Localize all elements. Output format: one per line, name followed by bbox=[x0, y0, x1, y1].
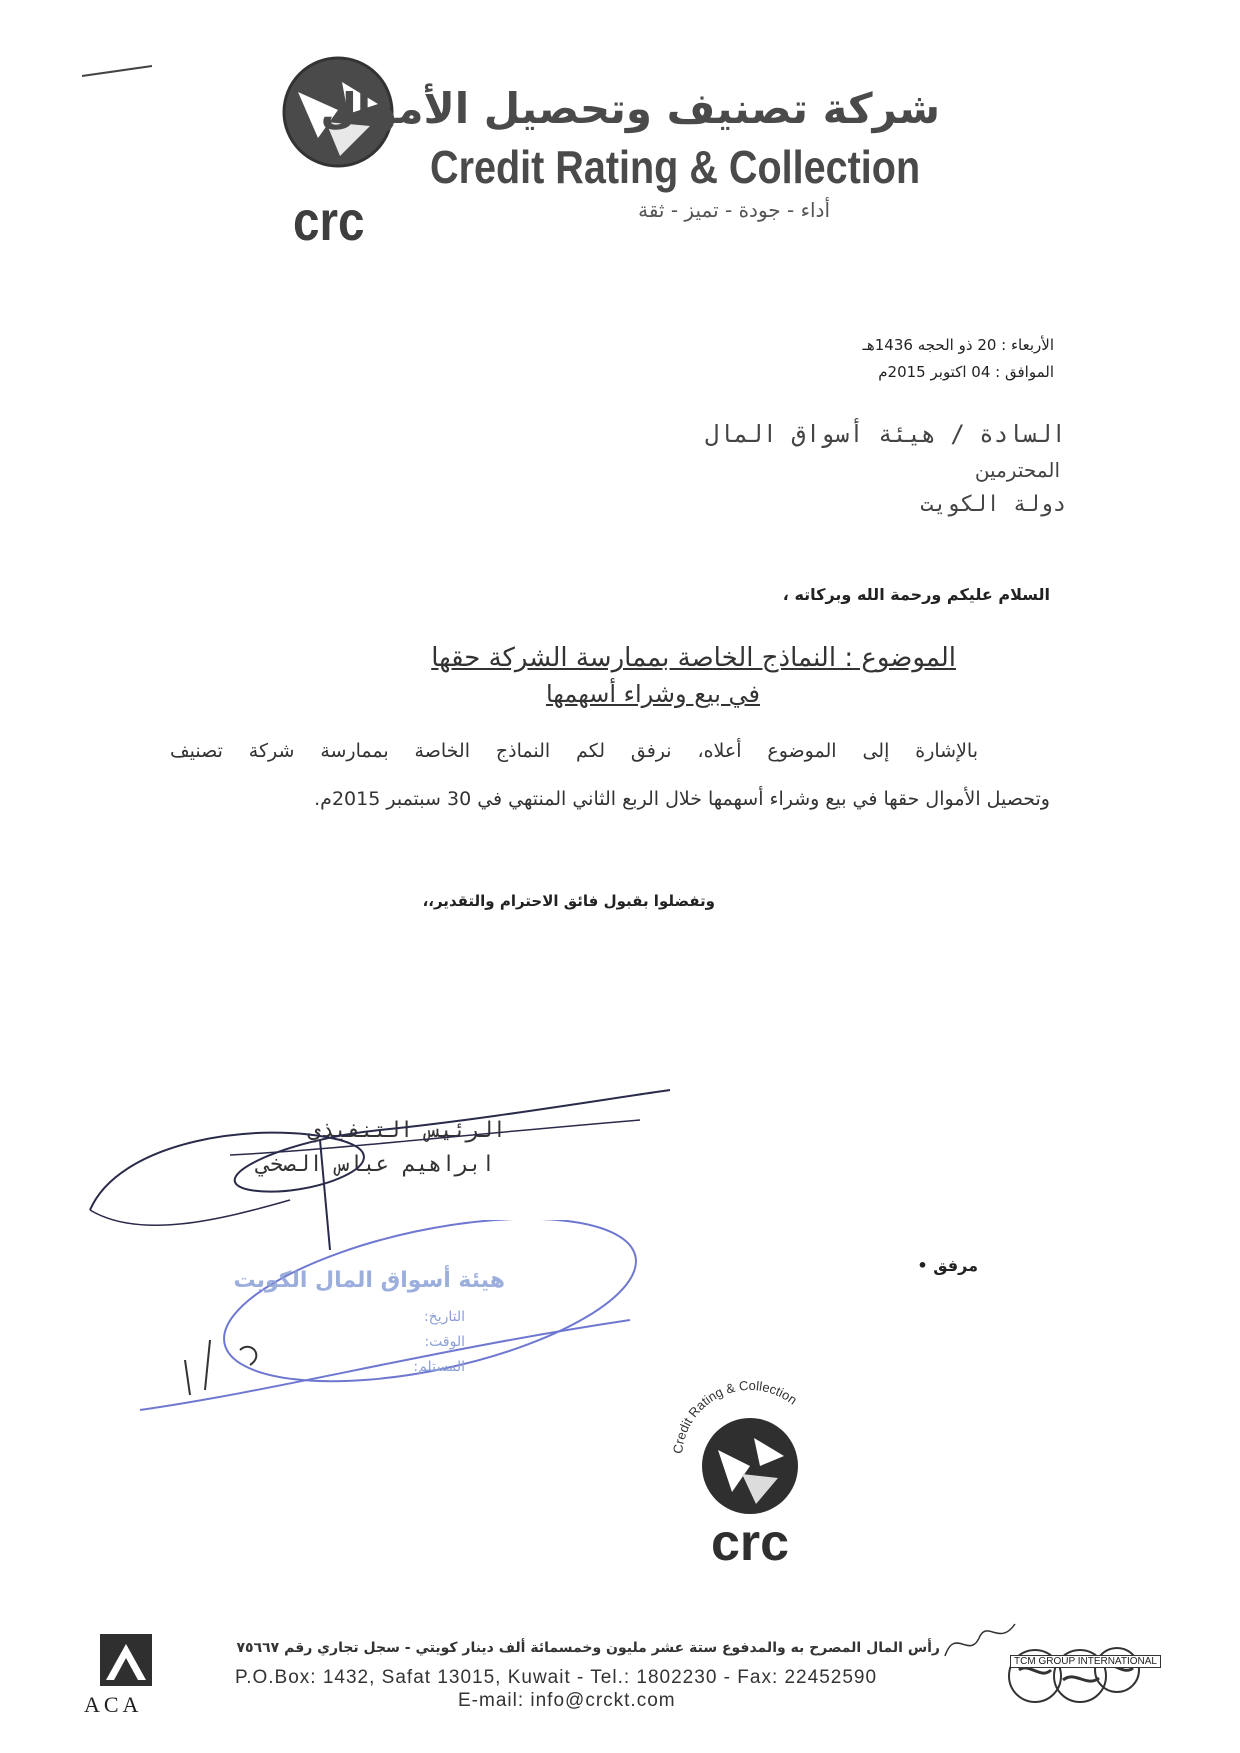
company-name-english: Credit Rating & Collection bbox=[430, 141, 921, 193]
tcm-group-label: TCM GROUP INTERNATIONAL bbox=[1010, 1655, 1161, 1668]
seal-ring-text: Credit Rating & Collection bbox=[670, 1377, 801, 1455]
logo-crc-text: crc bbox=[293, 189, 365, 252]
footer-capital-info: رأس المال المصرح به والمدفوع ستة عشر مليون وخمسمائة ألف دينار كويتي - سجل تجاري رقم ٧٥٦٦٧ bbox=[236, 1640, 940, 1656]
stamp-organization: هيئة أسواق المال الكويت bbox=[233, 1268, 505, 1293]
signatory-title: الرئيس التنفيذي bbox=[307, 1118, 506, 1143]
attachment-note: مرفق • bbox=[917, 1256, 978, 1275]
body-line-2: وتحصيل الأموال حقها في بيع وشراء أسهمها خلال الربع الثاني المنتهي في 30 سبتمبر 2015م. bbox=[314, 788, 1050, 810]
company-seal bbox=[660, 1370, 840, 1570]
scan-mark bbox=[80, 60, 160, 80]
addressee-honorific: المحترمين bbox=[974, 458, 1060, 482]
stamp-date-label: التاريخ: bbox=[423, 1309, 465, 1325]
received-stamp-outline bbox=[130, 1220, 650, 1420]
footer-address: P.O.Box: 1432, Safat 13015, Kuwait - Tel.: 1802230 - Fax: 22452590 bbox=[235, 1667, 878, 1688]
greeting: السلام عليكم ورحمة الله وبركاته ، bbox=[782, 585, 1050, 604]
date-hijri: الأربعاء : 20 ذو الحجه 1436هـ bbox=[862, 336, 1054, 354]
aca-logo-icon bbox=[98, 1632, 154, 1692]
stamp-receiver-label: المستلم: bbox=[413, 1359, 465, 1375]
bullet-icon: • bbox=[917, 1256, 928, 1275]
company-name-arabic: شركة تصنيف وتحصيل الأموال bbox=[320, 84, 940, 133]
footer-email: E-mail: info@crckt.com bbox=[458, 1690, 676, 1711]
closing-line: وتفضلوا بقبول فائق الاحترام والتقدير،، bbox=[422, 892, 715, 910]
stamp-time-label: الوقت: bbox=[424, 1334, 465, 1350]
aca-logo-text: ACA bbox=[84, 1692, 143, 1717]
date-gregorian: الموافق : 04 اكتوبر 2015م bbox=[878, 363, 1054, 381]
addressee-name: السادة / هيئة أسواق المال bbox=[704, 420, 1066, 448]
body-paragraph bbox=[170, 740, 978, 762]
seal-crc-text: crc bbox=[710, 1514, 790, 1570]
addressee-country: دولة الكويت bbox=[920, 492, 1066, 517]
tcm-globes-icon bbox=[1005, 1640, 1145, 1706]
signatory-name: ابراهيم عباس الصخي bbox=[256, 1152, 495, 1177]
subject-line-1: الموضوع : النماذج الخاصة بممارسة الشركة حقها bbox=[431, 643, 956, 673]
body-line-1: بالإشارة إلى الموضوع أعلاه، نرفق لكم النماذج الخاصة بممارسة شركة تصنيف bbox=[170, 740, 978, 762]
company-slogan: أداء - جودة - تميز - ثقة bbox=[638, 198, 830, 222]
subject-line-2: في بيع وشراء أسهمها bbox=[545, 680, 760, 708]
